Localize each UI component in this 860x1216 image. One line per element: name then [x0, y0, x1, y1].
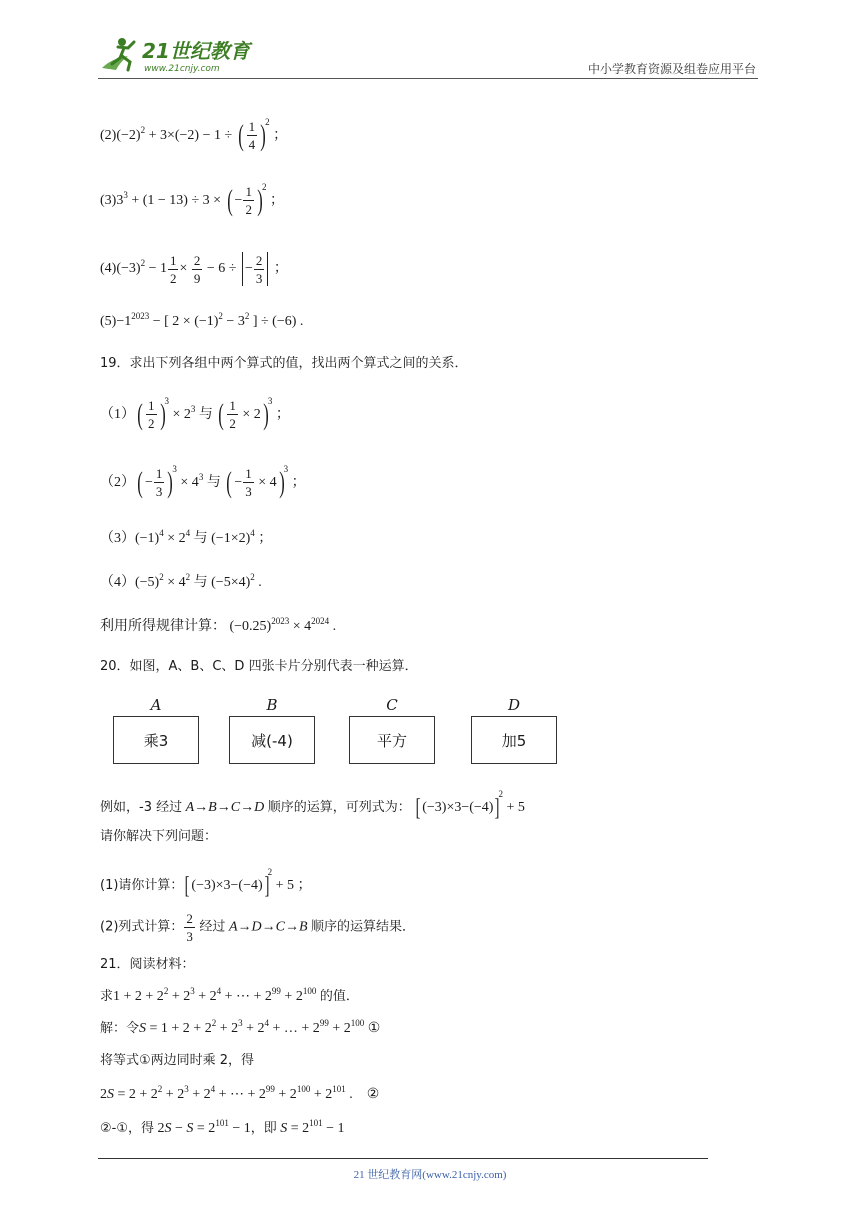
- logo-url: www.21cnjy.com: [144, 64, 220, 74]
- q21-ask: 求$1 + 2 + 2^2 + 2^3 + 2^4$ + ⋯ + $2^{99} + 2^{100}$ 的值．: [100, 986, 359, 1004]
- q19-part-3: $(3)(-1)^4 \times 2^4$ 与 $(-1\times 2)^4$ ；: [100, 528, 273, 546]
- q21-title: 21．阅读材料：: [100, 957, 195, 972]
- footer-divider: [98, 1158, 708, 1159]
- logo-runner-icon: [98, 34, 258, 76]
- q19-part-1: （1）( $\frac{1}{2}$ )$^3 \times 2^3$ 与 ( $\frac{1}{2}$ × 2)$^3$ ；: [100, 396, 290, 432]
- q21-solution: 解：令$S = 1 + 2 + 2^2 + 2^3 + 2^4$ + … + $2^{99} + 2^{100}$ ①: [100, 1018, 381, 1036]
- problem-4: $(4)(-3)^2 - 1$ $\frac{1}{2}$ × $\frac{2}{9}$ − 6 ÷ − $\frac{2}{3}$ ；: [100, 252, 288, 286]
- q19-title: 19．求出下列各组中两个算式的值，找出两个算式之间的关系．: [100, 356, 468, 371]
- card-a-letter: A: [150, 696, 162, 714]
- card-b-letter: B: [266, 696, 278, 714]
- operation-cards: [113, 696, 573, 766]
- problem-2: $(2)(-2)^2 + 3\times(-2) - 1$ ÷ ( $\frac{1}{4}$ )$^2$ ；: [100, 117, 288, 153]
- header-platform-text: 中小学教育资源及组卷应用平台: [587, 62, 756, 76]
- q20-example: 例如，-3 经过 A→B→C→D 顺序的运算，可列式为： [ (−3)×3−(−4)]$^2$ + 5: [100, 789, 525, 821]
- page-footer: 21 世纪教育网(www.21cnjy.com): [353, 1169, 507, 1181]
- q20-part-2: (2)列式计算： $\frac{2}{3}$ 经过 A→D→C→B 顺序的运算结果．: [100, 911, 416, 944]
- q19-part-2: （2）( − $\frac{1}{3}$ )$^3 \times 4^3$ 与 ( − $\frac{1}{3}$ × 4)$^3$ ；: [100, 464, 306, 500]
- card-c-letter: C: [386, 696, 398, 714]
- q21-eq2: $2S = 2 + 2^2 + 2^3 + 2^4$ + ⋯ + $2^{99} + 2^{100} + 2^{101}$ . ②: [100, 1084, 380, 1102]
- q20-part-1: (1)请你计算：[ (−3)×3−(−4)]$^2$ + 5 ；: [100, 867, 312, 899]
- q19-apply: 利用所得规律计算： $(-0.25)^{2023} \times 4^{2024}$ .: [100, 616, 337, 634]
- header-divider: [98, 78, 758, 79]
- card-d: 加5: [471, 716, 557, 764]
- page-header: [98, 30, 758, 78]
- q20-solve: 请你解决下列问题：: [100, 829, 218, 844]
- site-logo: [98, 34, 258, 76]
- logo-text: 21世纪教育: [142, 39, 250, 63]
- q19-part-4: $(4)(-5)^2 \times 4^2$ 与 $(-5\times 4)^2$ .: [100, 572, 262, 590]
- q20-title: 20．如图，A、B、C、D 四张卡片分别代表一种运算．: [100, 659, 418, 674]
- problem-5: $(5)-1^{2023}$ − [ $2 \times (-1)^2 - 3^2$ ] ÷ (−6) .: [100, 311, 304, 329]
- q21-diff: ②-①，得 $2S - S = 2^{101} - 1$，即 $S = 2^{101} - 1$: [100, 1118, 345, 1136]
- card-a: 乘3: [113, 716, 199, 764]
- card-c: 平方: [349, 716, 435, 764]
- card-b: 减(-4): [229, 716, 315, 764]
- q21-multiply: 将等式①两边同时乘 2，得: [100, 1053, 255, 1068]
- card-d-letter: D: [507, 696, 521, 714]
- problem-3: $(3)3^3 + (1 - 13) \div 3$ × ( − $\frac{1}{2}$ )$^2$ ；: [100, 182, 284, 218]
